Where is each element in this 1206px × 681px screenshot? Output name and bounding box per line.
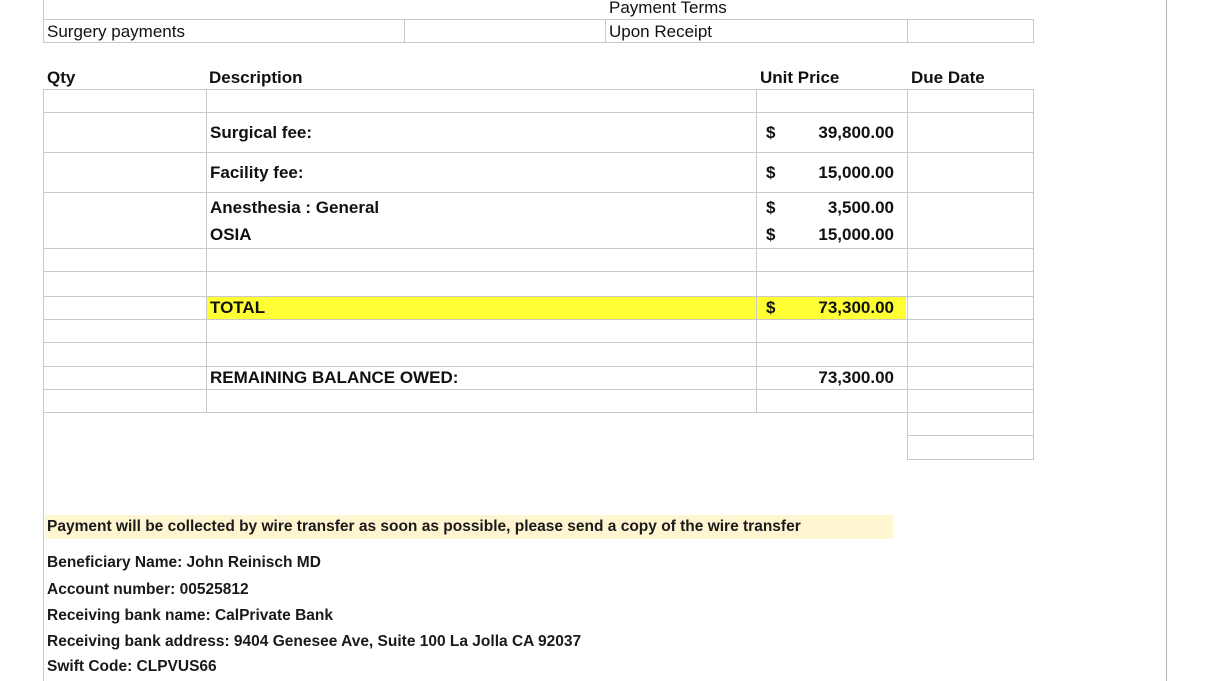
total-label: TOTAL xyxy=(210,298,266,317)
bank-address: Receiving bank address: 9404 Genesee Ave, Suite 100 La Jolla CA 92037 xyxy=(47,633,582,650)
balance-amount: 73,300.00 xyxy=(818,368,894,387)
column-header-unit-price: Unit Price xyxy=(760,68,840,87)
grid-line xyxy=(907,459,1034,460)
beneficiary-name: Beneficiary Name: John Reinisch MD xyxy=(47,554,321,571)
grid-line xyxy=(907,19,908,43)
grid-line xyxy=(1033,89,1034,460)
grid-line xyxy=(43,271,1034,272)
total-amount: 73,300.00 xyxy=(818,298,894,317)
column-header-qty: Qty xyxy=(47,68,76,87)
wire-transfer-note: Payment will be collected by wire transfer as soon as possible, please send a copy of the wire transfer xyxy=(47,518,801,535)
grid-line xyxy=(43,42,1034,43)
grid-line xyxy=(43,319,1034,320)
grid-line xyxy=(43,0,44,43)
grid-line xyxy=(43,248,1034,249)
payment-terms-value: Upon Receipt xyxy=(609,22,713,41)
line-item-amount: 3,500.00 xyxy=(827,198,894,217)
account-number: Account number: 00525812 xyxy=(47,581,249,598)
grid-line xyxy=(43,152,1034,153)
grid-line xyxy=(43,112,1034,113)
line-item-amount: 15,000.00 xyxy=(818,225,894,244)
grid-line xyxy=(404,19,405,43)
total-currency: $ xyxy=(766,298,776,317)
grid-line xyxy=(605,19,606,43)
grid-line xyxy=(43,342,1034,343)
grid-line xyxy=(206,89,207,413)
document-title: Surgery payments xyxy=(47,22,185,41)
column-header-due-date: Due Date xyxy=(911,68,985,87)
line-item-currency: $ xyxy=(766,123,776,142)
grid-line xyxy=(43,412,1034,413)
grid-line xyxy=(907,435,1034,436)
grid-line xyxy=(43,192,1034,193)
page-border xyxy=(1166,0,1167,681)
balance-label: REMAINING BALANCE OWED: xyxy=(210,368,459,387)
bank-name: Receiving bank name: CalPrivate Bank xyxy=(47,607,334,624)
grid-line xyxy=(43,19,1034,20)
grid-line xyxy=(756,297,757,319)
grid-line xyxy=(907,89,908,460)
line-item-amount: 39,800.00 xyxy=(818,123,894,142)
line-item-description: Surgical fee: xyxy=(210,123,313,142)
line-item-description: Facility fee: xyxy=(210,163,304,182)
line-item-amount: 15,000.00 xyxy=(818,163,894,182)
line-item-description: OSIA xyxy=(210,225,252,244)
line-item-description: Anesthesia : General xyxy=(210,198,380,217)
line-item-currency: $ xyxy=(766,225,776,244)
column-header-description: Description xyxy=(209,68,303,87)
grid-line xyxy=(756,89,757,413)
grid-line xyxy=(43,366,1034,367)
total-highlight xyxy=(207,297,906,319)
grid-line xyxy=(43,89,1034,90)
grid-line xyxy=(1033,19,1034,43)
grid-line xyxy=(43,389,1034,390)
payment-terms-label: Payment Terms xyxy=(609,0,727,17)
line-item-currency: $ xyxy=(766,163,776,182)
grid-line xyxy=(43,89,44,681)
swift-code: Swift Code: CLPVUS66 xyxy=(47,658,217,675)
line-item-currency: $ xyxy=(766,198,776,217)
